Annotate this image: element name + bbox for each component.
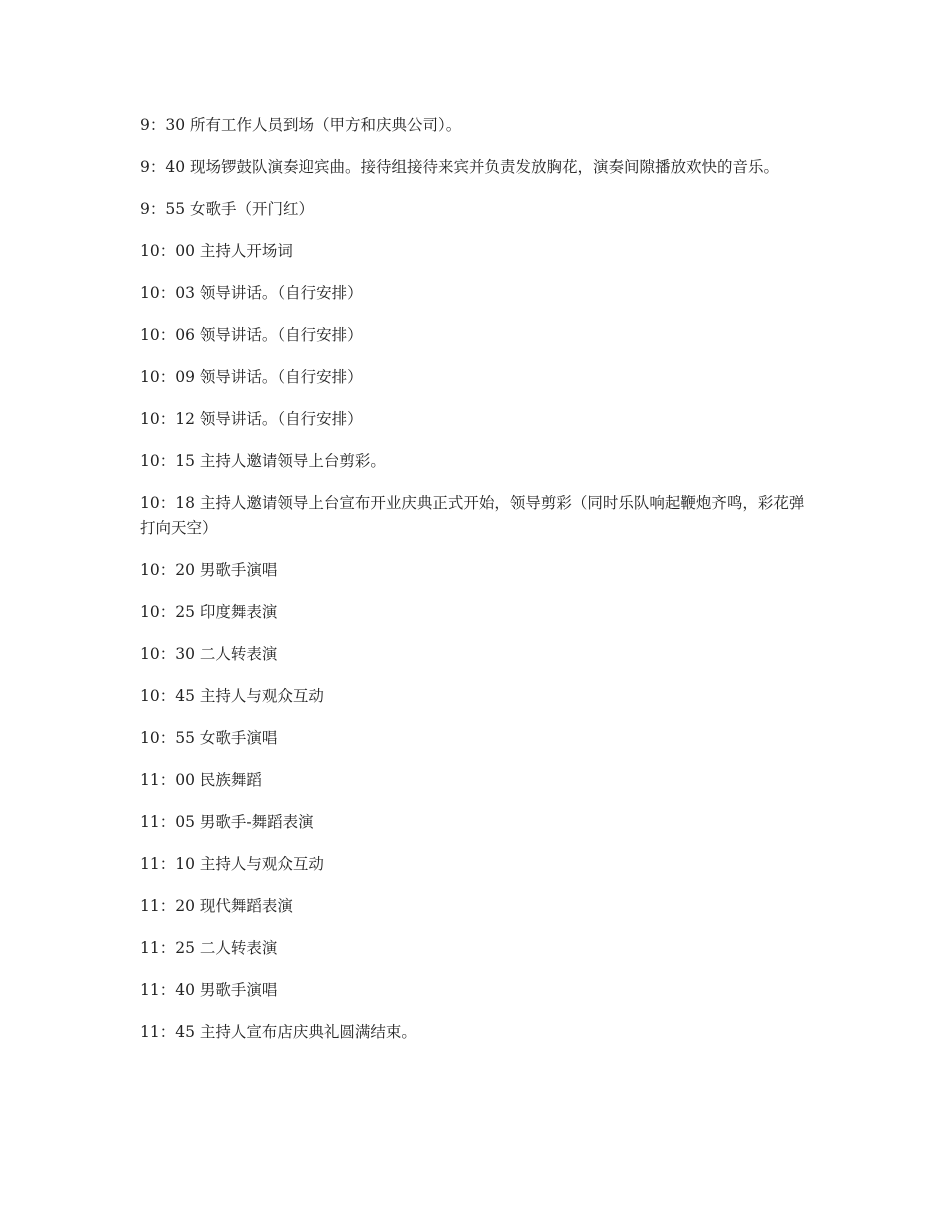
- schedule-item-1055: 10：55 女歌手演唱: [140, 729, 278, 747]
- schedule-item-1015: 10：15 主持人邀请领导上台剪彩。: [140, 452, 386, 470]
- schedule-item-1045: 10：45 主持人与观众互动: [140, 687, 324, 705]
- schedule-item-0955: 9：55 女歌手（开门红）: [140, 200, 315, 218]
- schedule-item-1125: 11：25 二人转表演: [140, 939, 278, 957]
- schedule-item-1025: 10：25 印度舞表演: [140, 603, 278, 621]
- schedule-item-1145: 11：45 主持人宣布店庆典礼圆满结束。: [140, 1023, 417, 1041]
- schedule-item-1140: 11：40 男歌手演唱: [140, 981, 278, 999]
- schedule-list: [140, 113, 812, 1062]
- schedule-item-0930: 9：30 所有工作人员到场（甲方和庆典公司）。: [140, 116, 462, 134]
- schedule-item-1030: 10：30 二人转表演: [140, 645, 278, 663]
- schedule-item-1009: 10：09 领导讲话。（自行安排）: [140, 368, 363, 386]
- schedule-item-1100: 11：00 民族舞蹈: [140, 771, 262, 789]
- schedule-item-1012: 10：12 领导讲话。（自行安排）: [140, 410, 363, 428]
- schedule-item-1006: 10：06 领导讲话。（自行安排）: [140, 326, 363, 344]
- schedule-item-1020: 10：20 男歌手演唱: [140, 561, 278, 579]
- schedule-item-1120: 11：20 现代舞蹈表演: [140, 897, 293, 915]
- schedule-item-1110: 11：10 主持人与观众互动: [140, 855, 324, 873]
- schedule-item-0940: 9：40 现场锣鼓队演奏迎宾曲。接待组接待来宾并负责发放胸花，演奏间隙播放欢快的音乐。: [140, 158, 780, 176]
- schedule-item-1105: 11：05 男歌手-舞蹈表演: [140, 813, 314, 831]
- schedule-item-1000: 10：00 主持人开场词: [140, 242, 293, 260]
- schedule-item-1018: 10：18 主持人邀请领导上台宣布开业庆典正式开始，领导剪彩（同时乐队响起鞭炮齐鸣，彩花弹打向天空）: [140, 494, 805, 537]
- schedule-item-1003: 10：03 领导讲话。（自行安排）: [140, 284, 363, 302]
